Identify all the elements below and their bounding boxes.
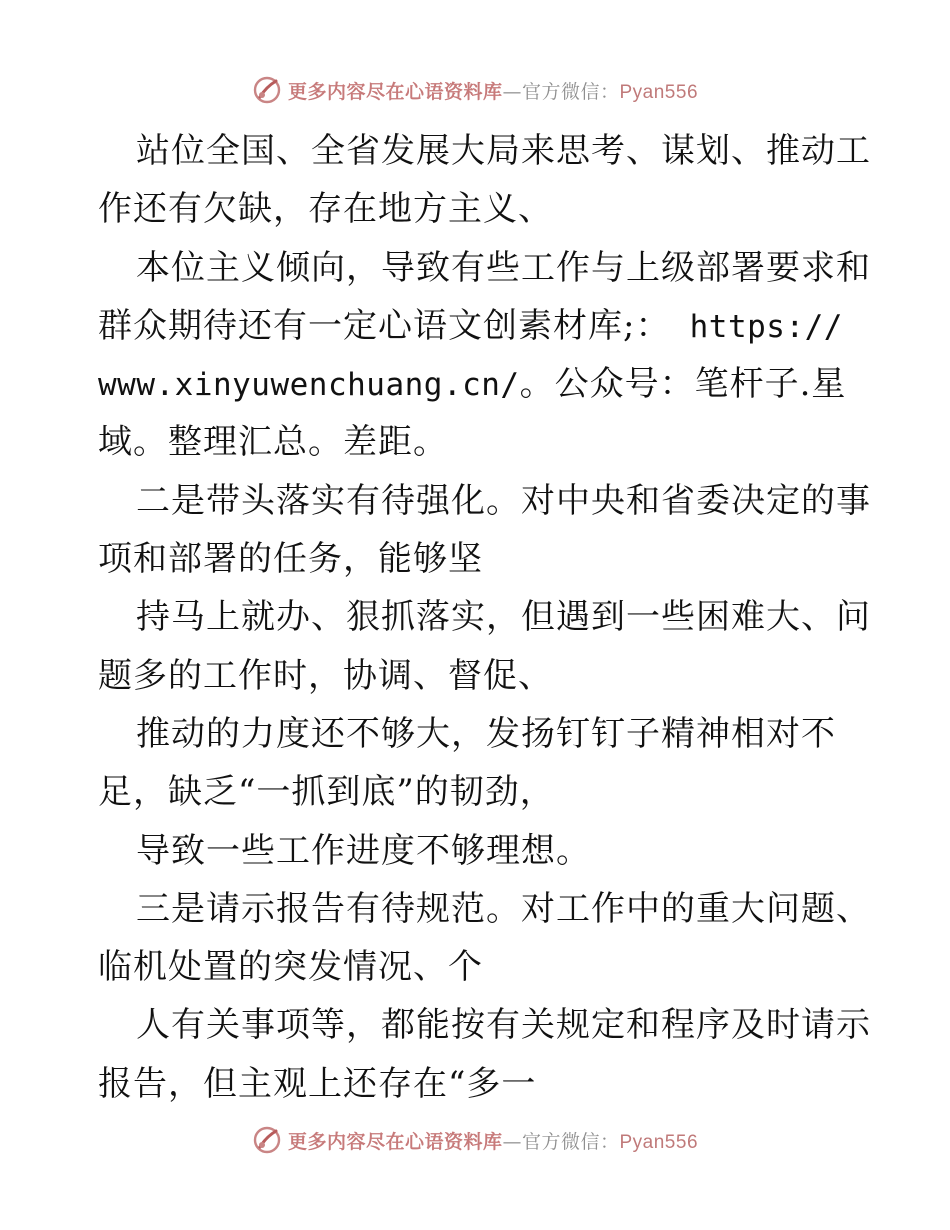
text-line (98, 996, 871, 1054)
text-line (98, 530, 858, 588)
watermark-wechat-id: Pyan556 (619, 81, 699, 103)
text-line (98, 880, 871, 938)
line-text: 。公众号：笔杆子.星 (519, 364, 847, 405)
text-line (98, 239, 871, 297)
watermark-dash: — (502, 1130, 522, 1153)
watermark-wechat-label: 官方微信： (521, 1130, 620, 1153)
text-line (98, 1055, 858, 1113)
url-text: https:// (670, 308, 843, 345)
line-text: 三是请示报告有待规范。对工作中的重大问题、 (136, 888, 871, 929)
line-text: 作还有欠缺，存在地方主义、 (98, 189, 553, 230)
brush-logo-icon (252, 1125, 282, 1155)
watermark-site: 更多内容尽在心语资料库 (287, 1130, 503, 1153)
watermark-wechat-id: Pyan556 (619, 1131, 699, 1153)
url-text: www.xinyuwenchuang.cn/ (98, 367, 520, 404)
line-text: 导致一些工作进度不够理想。 (136, 830, 591, 871)
line-text: 题多的工作时，协调、督促、 (98, 655, 553, 696)
text-line (98, 355, 858, 413)
watermark-site: 更多内容尽在心语资料库 (287, 80, 503, 103)
text-line (98, 763, 858, 821)
line-text: 域。整理汇总。差距。 (98, 422, 448, 463)
text-line (98, 588, 871, 646)
document-body (98, 122, 871, 1113)
line-text: 人有关事项等，都能按有关规定和程序及时请示 (136, 1005, 871, 1046)
brush-logo-icon (252, 75, 282, 105)
line-text: 推动的力度还不够大，发扬钉钉子精神相对不 (136, 713, 836, 754)
line-text: 临机处置的突发情况、个 (98, 947, 483, 988)
text-line (98, 297, 858, 355)
line-text: 持马上就办、狠抓落实，但遇到一些困难大、问 (136, 597, 871, 638)
watermark-dash: — (502, 80, 522, 103)
text-line (98, 822, 858, 880)
text-line (98, 413, 858, 471)
line-text: 站位全国、全省发展大局来思考、谋划、推动工 (136, 131, 871, 171)
header-watermark (0, 70, 950, 110)
text-line (98, 647, 858, 705)
line-text: 本位主义倾向，导致有些工作与上级部署要求和 (136, 247, 871, 288)
line-text: 足，缺乏“一抓到底”的韧劲， (98, 772, 555, 813)
line-text: 报告，但主观上还存在“多一 (98, 1063, 537, 1104)
text-line (98, 180, 858, 238)
text-line (98, 472, 871, 530)
line-text: 二是带头落实有待强化。对中央和省委决定的事 (136, 480, 871, 521)
text-line (98, 938, 858, 996)
text-line (98, 705, 858, 763)
watermark-text (288, 77, 698, 104)
footer-watermark (0, 1120, 950, 1160)
text-line (98, 122, 871, 180)
line-text: 群众期待还有一定心语文创素材库;： (98, 305, 671, 346)
line-text: 项和部署的任务，能够坚 (98, 539, 483, 580)
watermark-wechat-label: 官方微信： (521, 80, 620, 103)
watermark-text (288, 1127, 698, 1154)
